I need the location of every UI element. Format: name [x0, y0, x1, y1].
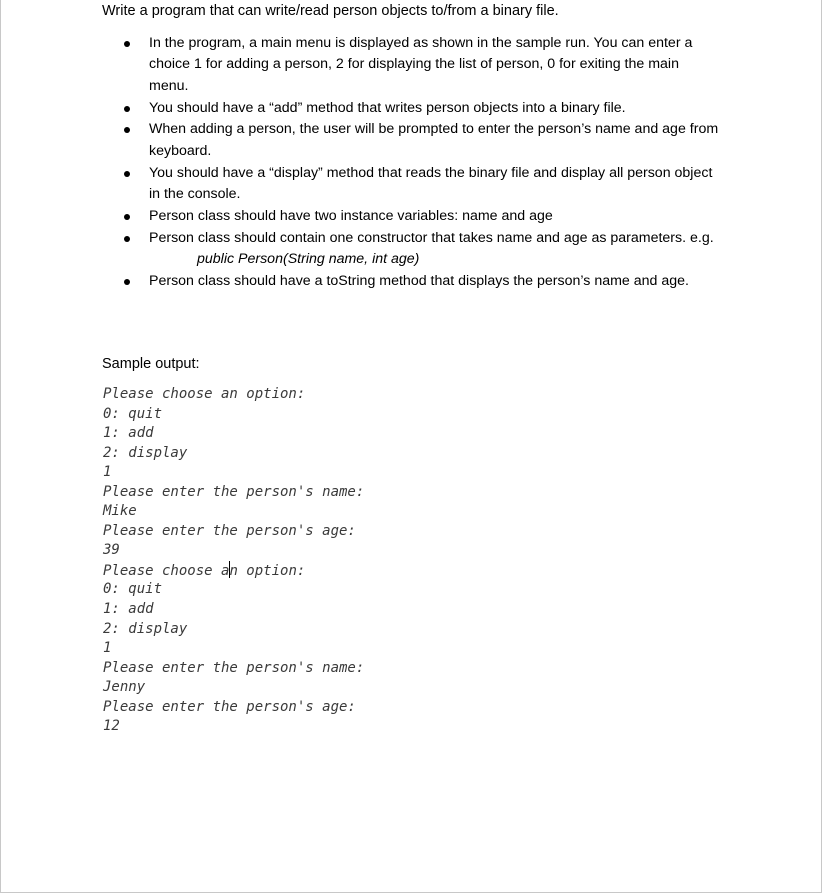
- console-line: 12: [103, 718, 120, 735]
- console-line: 1: [103, 640, 112, 657]
- sample-console-output: [103, 385, 364, 737]
- bullet-icon: [124, 106, 130, 112]
- console-line: 39: [103, 542, 120, 559]
- requirement-text: You should have a “display” method that reads the binary file and display all person object in the console.: [149, 164, 713, 203]
- requirement-text: In the program, a main menu is displayed as shown in the sample run. You can enter a choice 1 for adding a person, 2 for displaying the list of person, 0 for exiting the main menu.: [149, 35, 693, 94]
- constructor-example: public Person(String name, int age): [197, 251, 420, 268]
- console-line: 1: add: [103, 601, 154, 618]
- console-line: Please enter the person's age:: [103, 698, 356, 715]
- requirement-text: Person class should have two instance variables: name and age: [149, 207, 553, 224]
- requirement-item: [121, 119, 721, 162]
- console-line: Please choose an option:: [103, 386, 306, 402]
- console-line: 2: display: [103, 444, 188, 461]
- console-line: Please enter the person's age:: [103, 522, 356, 539]
- console-line: 0: quit: [103, 581, 163, 598]
- bullet-icon: [124, 214, 130, 220]
- requirement-item: [121, 271, 721, 292]
- console-line: Mike: [103, 503, 137, 520]
- requirement-text: When adding a person, the user will be prompted to enter the person’s name and age from keyboard.: [149, 121, 719, 159]
- requirement-text: Person class should have a toString method that displays the person’s name and age.: [149, 272, 689, 289]
- requirement-item: [121, 98, 721, 119]
- requirement-text: Person class should contain one constructor that takes name and age as parameters. e.g.: [149, 229, 714, 246]
- console-text-after-caret: n option:: [229, 562, 306, 579]
- bullet-icon: [124, 171, 130, 177]
- console-line: Please enter the person's name:: [103, 483, 365, 500]
- console-line: 1: [103, 464, 112, 481]
- console-line-with-caret: [103, 561, 364, 581]
- requirement-item: [121, 163, 721, 206]
- bullet-icon: [124, 41, 130, 47]
- requirement-item: [121, 228, 721, 271]
- console-line: 1: add: [103, 425, 154, 442]
- requirements-list: [121, 33, 721, 293]
- bullet-icon: [124, 279, 130, 285]
- requirement-item: [121, 33, 721, 97]
- console-line: Jenny: [103, 679, 146, 696]
- console-line: Please enter the person's name:: [103, 659, 365, 676]
- sample-output-label: Sample output:: [102, 356, 200, 372]
- requirement-item: [121, 206, 721, 227]
- console-text-before-caret: Please choose a: [103, 562, 230, 579]
- bullet-icon: [124, 236, 130, 242]
- assignment-heading: Write a program that can write/read person objects to/from a binary file.: [102, 3, 559, 19]
- console-line: 2: display: [103, 620, 188, 637]
- console-line: 0: quit: [103, 405, 163, 422]
- requirement-text: You should have a “add” method that writes person objects into a binary file.: [149, 99, 626, 116]
- bullet-icon: [124, 127, 130, 133]
